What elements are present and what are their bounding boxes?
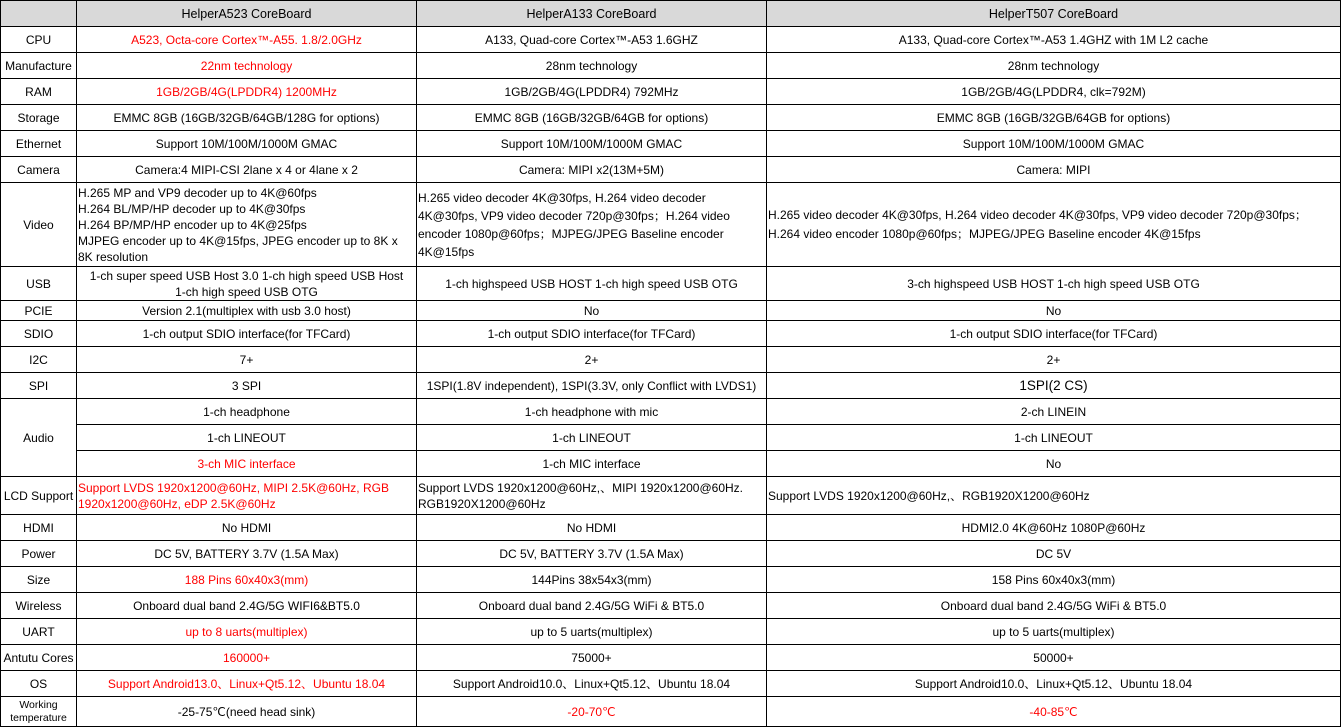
row-label: HDMI bbox=[1, 515, 77, 541]
cell-a133: 1-ch MIC interface bbox=[417, 451, 767, 477]
cell-a523: Onboard dual band 2.4G/5G WIFI6&BT5.0 bbox=[77, 593, 417, 619]
cell-a523: No HDMI bbox=[77, 515, 417, 541]
cell-a133: 2+ bbox=[417, 347, 767, 373]
cell-t507: up to 5 uarts(multiplex) bbox=[767, 619, 1341, 645]
row-label: Ethernet bbox=[1, 131, 77, 157]
cell-a133: 1-ch output SDIO interface(for TFCard) bbox=[417, 321, 767, 347]
header-a523: HelperA523 CoreBoard bbox=[77, 1, 417, 27]
cell-a133: A133, Quad-core Cortex™-A53 1.6GHZ bbox=[417, 27, 767, 53]
cell-a523 bbox=[77, 183, 417, 267]
row-os bbox=[1, 671, 1341, 697]
row-lcd bbox=[1, 477, 1341, 515]
row-spi bbox=[1, 373, 1341, 399]
text-line: 4K@30fps, VP9 video decoder 720p@30fps；H.264 video bbox=[418, 208, 730, 223]
text-line: Working bbox=[19, 698, 58, 711]
cell-a523 bbox=[77, 477, 417, 515]
cell-t507: No bbox=[767, 451, 1341, 477]
cell-t507: -40-85℃ bbox=[767, 697, 1341, 727]
cell-t507: 2-ch LINEIN bbox=[767, 399, 1341, 425]
cell-t507: HDMI2.0 4K@60Hz 1080P@60Hz bbox=[767, 515, 1341, 541]
row-audio bbox=[1, 399, 1341, 425]
row-i2c bbox=[1, 347, 1341, 373]
row-wireless bbox=[1, 593, 1341, 619]
cell-t507: Onboard dual band 2.4G/5G WiFi & BT5.0 bbox=[767, 593, 1341, 619]
cell-a133: 144Pins 38x54x3(mm) bbox=[417, 567, 767, 593]
cell-t507: No bbox=[767, 301, 1341, 321]
row-label: Camera bbox=[1, 157, 77, 183]
cell-a523: 1-ch output SDIO interface(for TFCard) bbox=[77, 321, 417, 347]
text-line: H.265 video decoder 4K@30fps, H.264 video decoder bbox=[418, 190, 706, 205]
text-line: H.264 BL/MP/HP decoder up to 4K@30fps bbox=[78, 201, 306, 216]
text-line: RGB1920X1200@60Hz bbox=[418, 496, 546, 511]
cell-a133: No bbox=[417, 301, 767, 321]
text-line: MJPEG encoder up to 4K@15fps, JPEG encoder up to 8K x bbox=[78, 233, 398, 248]
cell-a523: DC 5V, BATTERY 3.7V (1.5A Max) bbox=[77, 541, 417, 567]
cell-a523: A523, Octa-core Cortex™-A55. 1.8/2.0GHz bbox=[77, 27, 417, 53]
row-label: Power bbox=[1, 541, 77, 567]
cell-t507: Support Android10.0、Linux+Qt5.12、Ubuntu 18.04 bbox=[767, 671, 1341, 697]
cell-a523: 1GB/2GB/4G(LPDDR4) 1200MHz bbox=[77, 79, 417, 105]
text-line: H.264 BP/MP/HP encoder up to 4K@25fps bbox=[78, 217, 307, 232]
row-label: Manufacture bbox=[1, 53, 77, 79]
cell-a523: Support Android13.0、Linux+Qt5.12、Ubuntu 18.04 bbox=[77, 671, 417, 697]
cell-a133: 1SPI(1.8V independent), 1SPI(3.3V, only Conflict with LVDS1) bbox=[417, 373, 767, 399]
row-audio-2 bbox=[1, 425, 1341, 451]
header-t507: HelperT507 CoreBoard bbox=[767, 1, 1341, 27]
cell-t507 bbox=[767, 183, 1341, 267]
cell-a133: 1-ch LINEOUT bbox=[417, 425, 767, 451]
row-label: SPI bbox=[1, 373, 77, 399]
cell-a133: No HDMI bbox=[417, 515, 767, 541]
row-uart bbox=[1, 619, 1341, 645]
row-audio-3 bbox=[1, 451, 1341, 477]
row-label: I2C bbox=[1, 347, 77, 373]
cell-a523: 22nm technology bbox=[77, 53, 417, 79]
header-a133: HelperA133 CoreBoard bbox=[417, 1, 767, 27]
row-camera bbox=[1, 157, 1341, 183]
text-line: Support LVDS 1920x1200@60Hz,、MIPI 1920x1200@60Hz. bbox=[418, 480, 743, 495]
cell-t507: 3-ch highspeed USB HOST 1-ch high speed USB OTG bbox=[767, 267, 1341, 301]
row-label: UART bbox=[1, 619, 77, 645]
cell-a523: 1-ch headphone bbox=[77, 399, 417, 425]
text-line: 1920x1200@60Hz, eDP 2.5K@60Hz bbox=[78, 496, 276, 511]
cell-a133: 1-ch headphone with mic bbox=[417, 399, 767, 425]
row-video bbox=[1, 183, 1341, 267]
row-label: PCIE bbox=[1, 301, 77, 321]
cell-a133: 28nm technology bbox=[417, 53, 767, 79]
row-label: OS bbox=[1, 671, 77, 697]
cell-t507: Camera: MIPI bbox=[767, 157, 1341, 183]
cell-t507: EMMC 8GB (16GB/32GB/64GB for options) bbox=[767, 105, 1341, 131]
cell-a523: EMMC 8GB (16GB/32GB/64GB/128G for options) bbox=[77, 105, 417, 131]
row-label: Storage bbox=[1, 105, 77, 131]
cell-a133 bbox=[417, 183, 767, 267]
text-line: 4K@15fps bbox=[418, 244, 475, 259]
row-antutu bbox=[1, 645, 1341, 671]
row-label bbox=[1, 697, 77, 727]
cell-t507: A133, Quad-core Cortex™-A53 1.4GHZ with 1M L2 cache bbox=[767, 27, 1341, 53]
row-hdmi bbox=[1, 515, 1341, 541]
row-pcie bbox=[1, 301, 1341, 321]
row-ram bbox=[1, 79, 1341, 105]
cell-t507: 1-ch LINEOUT bbox=[767, 425, 1341, 451]
cell-a523: Camera:4 MIPI-CSI 2lane x 4 or 4lane x 2 bbox=[77, 157, 417, 183]
cell-a133: 1-ch highspeed USB HOST 1-ch high speed USB OTG bbox=[417, 267, 767, 301]
cell-t507: 1SPI(2 CS) bbox=[767, 373, 1341, 399]
row-ethernet bbox=[1, 131, 1341, 157]
text-line: encoder 1080p@60fps；MJPEG/JPEG Baseline encoder bbox=[418, 226, 724, 241]
cell-t507: 50000+ bbox=[767, 645, 1341, 671]
cell-a133 bbox=[417, 477, 767, 515]
text-line: H.265 MP and VP9 decoder up to 4K@60fps bbox=[78, 185, 317, 200]
row-temperature bbox=[1, 697, 1341, 727]
text-line: H.265 video decoder 4K@30fps, H.264 video decoder 4K@30fps, VP9 video decoder 720p@30fps； bbox=[768, 207, 1307, 222]
cell-a133: Camera: MIPI x2(13M+5M) bbox=[417, 157, 767, 183]
row-power bbox=[1, 541, 1341, 567]
cell-a523: up to 8 uarts(multiplex) bbox=[77, 619, 417, 645]
row-cpu bbox=[1, 27, 1341, 53]
cell-a523: Support 10M/100M/1000M GMAC bbox=[77, 131, 417, 157]
cell-a133: Support Android10.0、Linux+Qt5.12、Ubuntu 18.04 bbox=[417, 671, 767, 697]
cell-t507: Support LVDS 1920x1200@60Hz,、RGB1920X1200@60Hz bbox=[767, 477, 1341, 515]
text-line: 8K resolution bbox=[78, 249, 149, 264]
row-label: SDIO bbox=[1, 321, 77, 347]
row-label: CPU bbox=[1, 27, 77, 53]
row-manufacture bbox=[1, 53, 1341, 79]
text-line: Support LVDS 1920x1200@60Hz, MIPI 2.5K@60Hz, RGB bbox=[78, 480, 389, 495]
cell-t507: 1-ch output SDIO interface(for TFCard) bbox=[767, 321, 1341, 347]
row-storage bbox=[1, 105, 1341, 131]
text-line: H.264 video encoder 1080p@60fps；MJPEG/JPEG Baseline encoder 4K@15fps bbox=[768, 226, 1201, 241]
cell-a523: 160000+ bbox=[77, 645, 417, 671]
cell-a133: -20-70℃ bbox=[417, 697, 767, 727]
row-label: RAM bbox=[1, 79, 77, 105]
row-label: Wireless bbox=[1, 593, 77, 619]
row-label: Antutu Cores bbox=[1, 645, 77, 671]
cell-t507: DC 5V bbox=[767, 541, 1341, 567]
cell-a133: Onboard dual band 2.4G/5G WiFi & BT5.0 bbox=[417, 593, 767, 619]
cell-a133: Support 10M/100M/1000M GMAC bbox=[417, 131, 767, 157]
text-line: 1-ch super speed USB Host 3.0 1-ch high speed USB Host bbox=[89, 268, 404, 283]
cell-t507: 28nm technology bbox=[767, 53, 1341, 79]
cell-a133: DC 5V, BATTERY 3.7V (1.5A Max) bbox=[417, 541, 767, 567]
row-label: LCD Support bbox=[1, 477, 77, 515]
cell-a133: up to 5 uarts(multiplex) bbox=[417, 619, 767, 645]
text-line: 1-ch high speed USB OTG bbox=[175, 284, 318, 299]
cell-a523 bbox=[77, 267, 417, 301]
header-row bbox=[1, 1, 1341, 27]
row-label: Size bbox=[1, 567, 77, 593]
row-size bbox=[1, 567, 1341, 593]
text-line: temperature bbox=[10, 711, 67, 724]
cell-a523: 188 Pins 60x40x3(mm) bbox=[77, 567, 417, 593]
row-sdio bbox=[1, 321, 1341, 347]
cell-a523: Version 2.1(multiplex with usb 3.0 host) bbox=[77, 301, 417, 321]
cell-a133: 1GB/2GB/4G(LPDDR4) 792MHz bbox=[417, 79, 767, 105]
cell-a523: 1-ch LINEOUT bbox=[77, 425, 417, 451]
row-label: USB bbox=[1, 267, 77, 301]
cell-a133: 75000+ bbox=[417, 645, 767, 671]
cell-t507: Support 10M/100M/1000M GMAC bbox=[767, 131, 1341, 157]
row-label: Audio bbox=[1, 399, 77, 477]
row-usb bbox=[1, 267, 1341, 301]
row-label: Video bbox=[1, 183, 77, 267]
cell-a133: EMMC 8GB (16GB/32GB/64GB for options) bbox=[417, 105, 767, 131]
header-corner bbox=[1, 1, 77, 27]
cell-t507: 1GB/2GB/4G(LPDDR4, clk=792M) bbox=[767, 79, 1341, 105]
cell-t507: 2+ bbox=[767, 347, 1341, 373]
cell-a523: -25-75℃(need head sink) bbox=[77, 697, 417, 727]
cell-a523: 7+ bbox=[77, 347, 417, 373]
cell-t507: 158 Pins 60x40x3(mm) bbox=[767, 567, 1341, 593]
cell-a523: 3-ch MIC interface bbox=[77, 451, 417, 477]
cell-a523: 3 SPI bbox=[77, 373, 417, 399]
